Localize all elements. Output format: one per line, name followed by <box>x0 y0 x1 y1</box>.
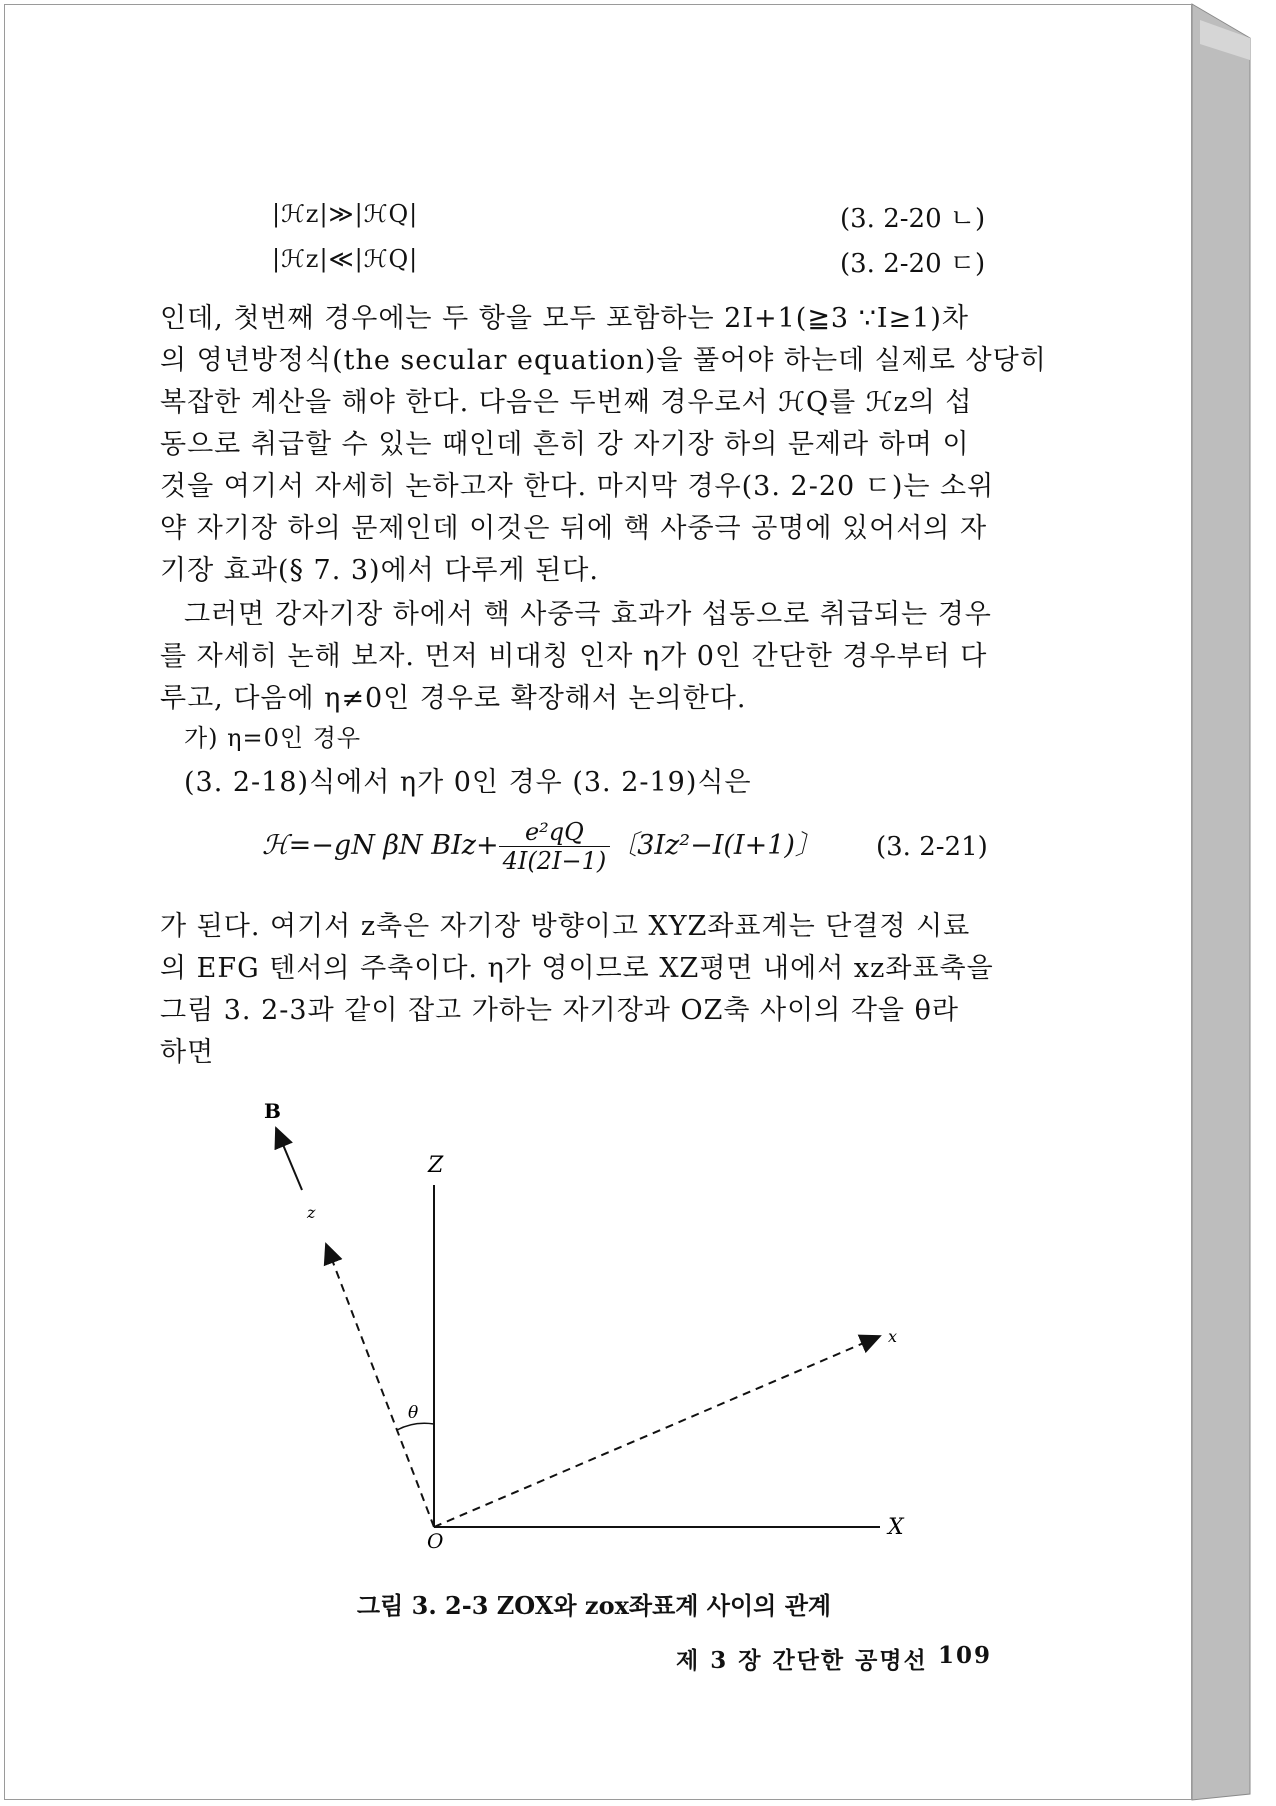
text-line: 가 된다. 여기서 z축은 자기장 방향이고 XYZ좌표계는 단결정 시료 <box>160 911 971 942</box>
equation-number-20-d: (3. 2-20 ㄷ) <box>840 249 986 279</box>
label-B: B <box>264 1099 281 1123</box>
label-Z: Z <box>428 1153 444 1178</box>
text-line: 를 자세히 논해 보자. 먼저 비대칭 인자 η가 0인 간단한 경우부터 다 <box>160 641 988 672</box>
label-theta: θ <box>408 1403 419 1423</box>
text-line: 의 EFG 텐서의 주축이다. η가 영이므로 XZ평면 내에서 xz좌표축을 <box>160 953 994 984</box>
equation-20-n: |ℋz|≫|ℋQ| <box>272 200 419 228</box>
label-X: X <box>888 1515 904 1540</box>
text-line: 것을 여기서 자세히 논하고자 한다. 마지막 경우(3. 2-20 ㄷ)는 소위 <box>160 471 995 502</box>
formula-denominator: 4I(2I−1) <box>502 847 607 875</box>
formula-rhs: 〔3Iz²−I(I+1)〕 <box>610 830 822 861</box>
footer-page-number: 109 <box>938 1642 993 1669</box>
equation-20-d: |ℋz|≪|ℋQ| <box>272 245 419 273</box>
text-line: 기장 효과(§ 7. 3)에서 다루게 된다. <box>160 555 599 586</box>
text-line: 의 영년방정식(the secular equation)을 풀어야 하는데 실제로 상당히 <box>160 345 1047 376</box>
text-line: 인데, 첫번째 경우에는 두 항을 모두 포함하는 2I+1(≧3 ∵I≥1)차 <box>160 303 969 334</box>
text-line: 그림 3. 2-3과 같이 잡고 가하는 자기장과 OZ축 사이의 각을 θ라 <box>160 995 959 1026</box>
z-axis-dashed <box>326 1244 434 1527</box>
text-line: 약 자기장 하의 문제인데 이것은 뒤에 핵 사중극 공명에 있어서의 자 <box>160 513 988 544</box>
subheading: 가) η=0인 경우 <box>184 724 362 752</box>
figure-caption: 그림 3. 2-3 ZOX와 zox좌표계 사이의 관계 <box>356 1591 832 1620</box>
text-line: 루고, 다음에 η≠0인 경우로 확장해서 논의한다. <box>160 683 747 714</box>
formula-numerator: e²qQ <box>499 818 611 847</box>
text-line: 복잡한 계산을 해야 한다. 다음은 두번째 경우로서 ℋQ를 ℋz의 섭 <box>160 387 973 418</box>
label-x-small: x <box>888 1327 898 1346</box>
formula-lhs: ℋ=−gN βN BIz+ <box>262 830 499 861</box>
text-line: 하면 <box>160 1037 215 1068</box>
equation-number-20-n: (3. 2-20 ㄴ) <box>840 204 986 234</box>
text-line: 동으로 취급할 수 있는 때인데 흔히 강 자기장 하의 문제라 하며 이 <box>160 429 970 460</box>
theta-arc <box>397 1423 434 1430</box>
label-z-small: z <box>307 1203 316 1222</box>
x-axis-dashed <box>434 1336 880 1527</box>
b-field-arrow <box>276 1128 302 1190</box>
label-O: O <box>427 1529 444 1553</box>
intro-line: (3. 2-18)식에서 η가 0인 경우 (3. 2-19)식은 <box>184 767 752 798</box>
formula-number: (3. 2-21) <box>876 832 988 862</box>
text-line: 그러면 강자기장 하에서 핵 사중극 효과가 섭동으로 취급되는 경우 <box>184 599 992 630</box>
footer-chapter: 제 3 장 간단한 공명선 <box>676 1647 928 1674</box>
